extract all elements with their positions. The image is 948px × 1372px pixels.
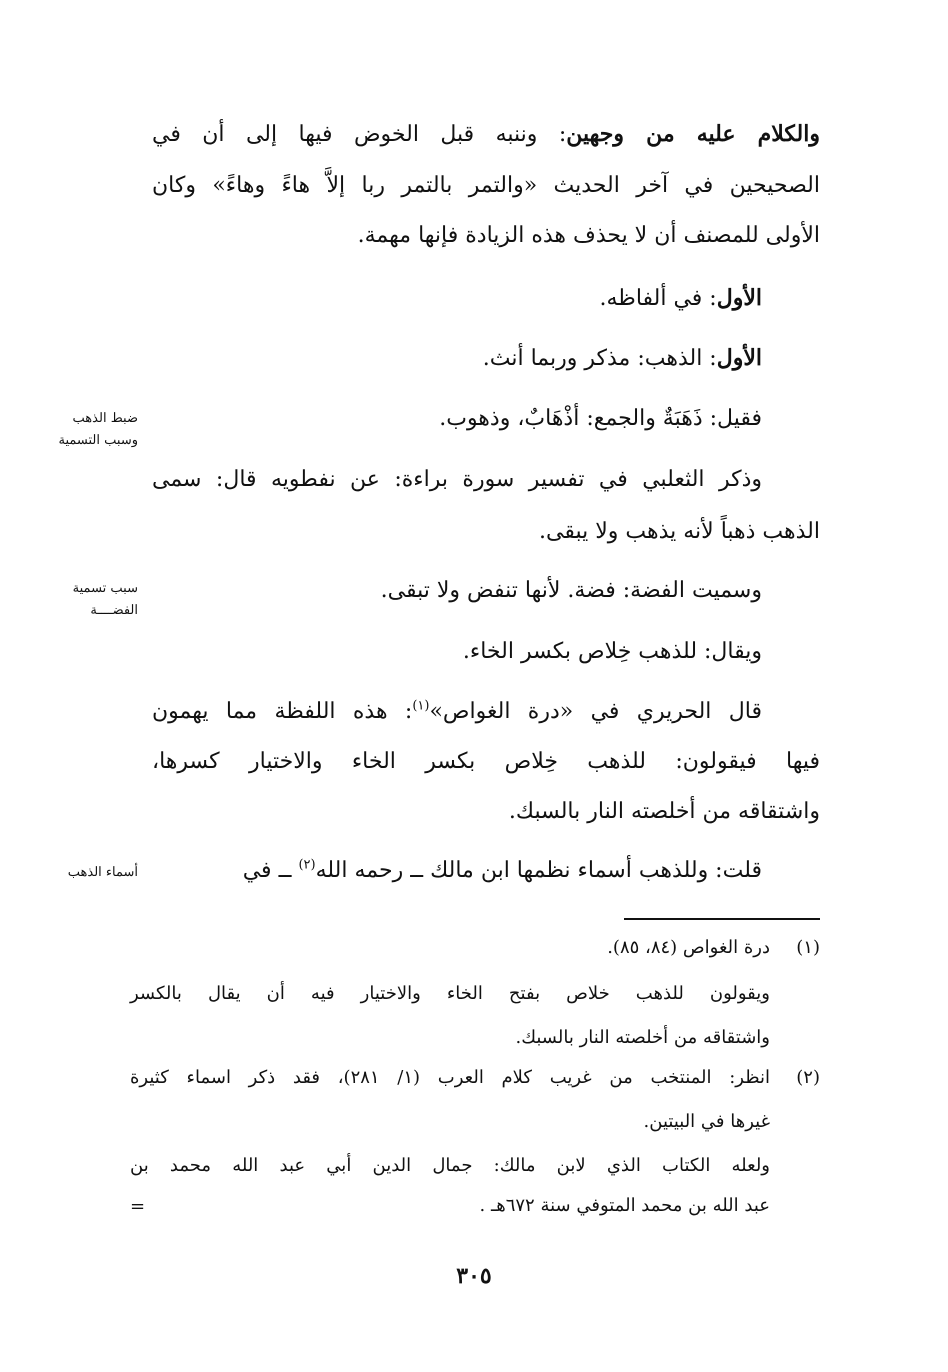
margin-note-1 <box>58 408 138 452</box>
footnote-ref-1: (١) <box>412 698 430 714</box>
text-span: قلت: وللذهب أسماء نظمها ابن مالك ــ رحمه الله <box>315 858 762 883</box>
text-span: : وننبه قبل الخوض فيها إلى أن في <box>152 122 567 147</box>
paragraph-1-line-1 <box>152 118 820 151</box>
bold-lead: الأول <box>716 345 762 371</box>
footnote-2-line-3: ولعله الكتاب الذي لابن مالك: جمال الدين أبي عبد الله محمد بن <box>130 1155 770 1176</box>
paragraph-5-line-2: الذهب ذهباً لأنه يذهب ولا يبقى. <box>538 519 820 544</box>
text-span: ــ في <box>242 858 299 883</box>
paragraph-1-line-3: الأولى للمصنف أن لا يحذف هذه الزيادة فإنها مهمة. <box>357 223 820 248</box>
continuation-mark: = <box>130 1196 146 1217</box>
paragraph-8-line-1 <box>152 696 762 728</box>
paragraph-5-line-1: وذكر الثعلبي في تفسير سورة براءة: عن نفطويه قال: سمى <box>152 467 762 492</box>
footnote-2-line-4: عبد الله بن محمد المتوفي سنة ٦٧٢هـ . <box>479 1195 770 1216</box>
text-span: : هذه اللفظة مما يهمون <box>152 699 413 724</box>
footnote-ref-2: (٢) <box>298 857 316 873</box>
bold-lead: الأول <box>716 285 762 311</box>
paragraph-4: فقيل: ذَهَبَةٌ والجمع: أذْهَابٌ، وذهوب. <box>439 406 762 431</box>
margin-note-1-line-2: وسبب التسمية <box>58 433 138 448</box>
footnote-2-number: (٢) <box>796 1067 820 1088</box>
margin-note-1-line-1: ضبط الذهب <box>72 411 138 426</box>
page-number: ٣٠٥ <box>456 1263 492 1289</box>
margin-note-2 <box>58 578 138 622</box>
footnote-separator <box>624 918 820 920</box>
paragraph-2 <box>600 282 762 315</box>
text-span: : في ألفاظه. <box>599 286 717 311</box>
paragraph-3 <box>483 342 762 375</box>
footnote-1-line-3: واشتقاقه من أخلصته النار بالسبك. <box>515 1027 770 1048</box>
footnote-1-line-2: ويقولون للذهب خلاص بفتح الخاء والاختيار فيه أن يقال بالكسر <box>130 983 770 1004</box>
paragraph-7: ويقال: للذهب خِلاص بكسر الخاء. <box>462 639 762 664</box>
margin-note-2-line-1: سبب تسمية <box>72 581 138 596</box>
margin-note-2-line-2: الفضــــة <box>90 603 138 618</box>
paragraph-1-line-2: الصحيحين في آخر الحديث «والتمر بالتمر ربا إلاَّ هاءً وهاءً» وكان <box>152 173 820 198</box>
text-span: قال الحريري في «درة الغواص» <box>429 699 762 724</box>
text-span: : الذهب: مذكر وربما أنث. <box>482 346 717 371</box>
paragraph-8-line-3: واشتقاقه من أخلصته النار بالسبك. <box>508 799 820 824</box>
paragraph-6: وسميت الفضة: فضة. لأنها تنفض ولا تبقى. <box>380 578 762 603</box>
footnote-2-line-1: انظر: المنتخب من غريب كلام العرب (١/ ٢٨١)، فقد ذكر اسماء كثيرة <box>130 1067 770 1088</box>
footnote-1-line-1: درة الغواص (٨٤، ٨٥). <box>607 937 770 958</box>
paragraph-8-line-2: فيها فيقولون: للذهب خِلاص بكسر الخاء والاختيار كسرها، <box>152 749 820 774</box>
bold-lead: والكلام عليه من وجهين <box>566 121 820 147</box>
footnote-1-number: (١) <box>796 937 820 958</box>
margin-note-3: أسماء الذهب <box>67 865 138 880</box>
footnote-2-line-2: غيرها في البيتين. <box>643 1111 770 1132</box>
paragraph-9 <box>243 855 762 887</box>
